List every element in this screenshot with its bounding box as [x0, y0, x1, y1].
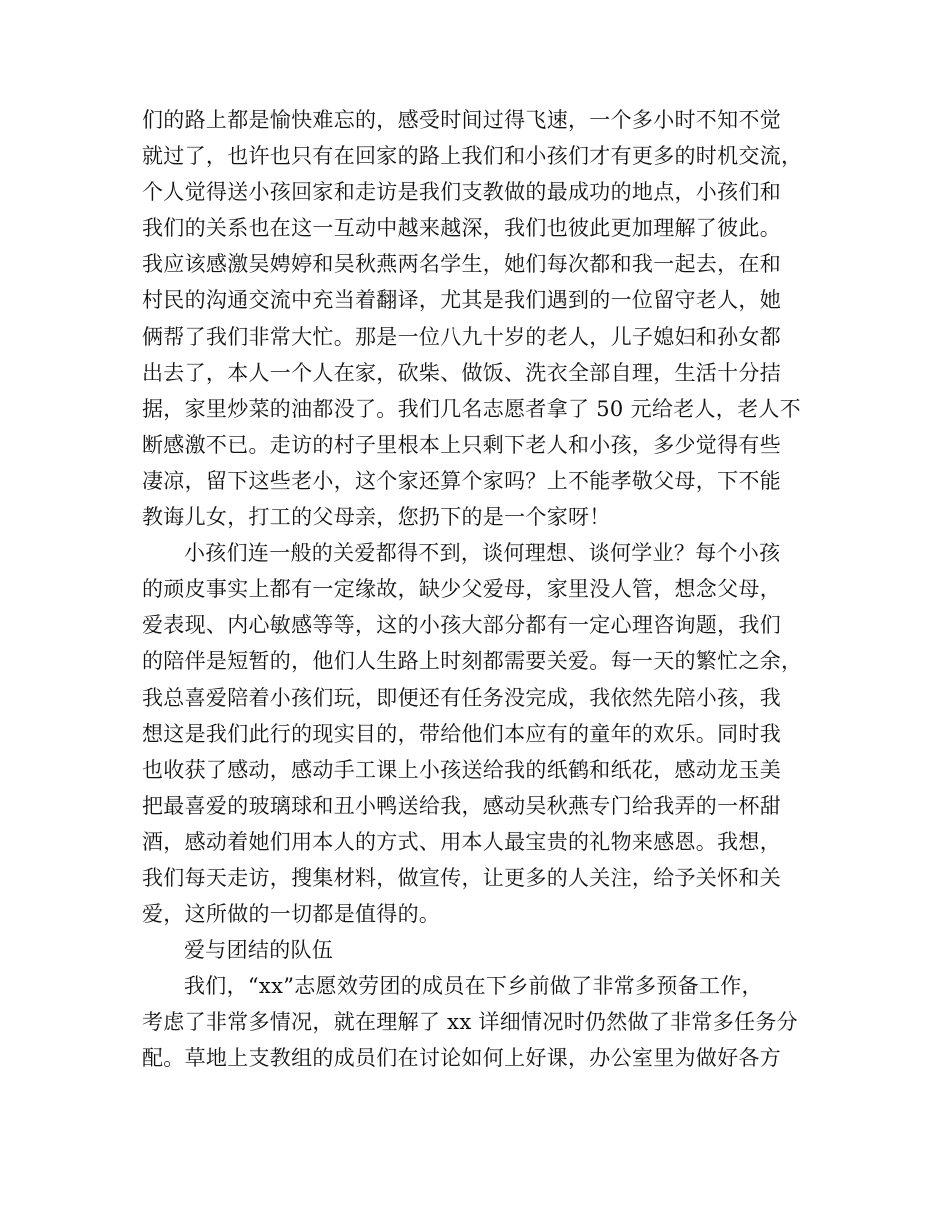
- text-line: 出去了，本人一个人在家，砍柴、做饭、洗衣全部自理，生活十分拮: [142, 360, 781, 385]
- text-line: 的陪伴是短暂的，他们人生路上时刻都需要关爱。每一天的繁忙之余，: [142, 649, 803, 674]
- section-heading: 爱与团结的队伍: [184, 938, 334, 963]
- text-line: 爱，这所做的一切都是值得的。: [142, 902, 441, 927]
- text-line: 考虑了非常多情况，就在理解了 xx 详细情况时仍然做了非常多任务分: [142, 1010, 798, 1035]
- paragraph-start-line: 小孩们连一般的关爱都得不到，谈何理想、谈何学业？每个小孩: [184, 541, 781, 566]
- text-line: 凄凉，留下这些老小，这个家还算个家吗？上不能孝敬父母，下不能: [142, 468, 781, 493]
- text-line: 个人觉得送小孩回家和走访是我们支教做的最成功的地点，小孩们和: [142, 180, 781, 205]
- text-line: 据，家里炒菜的油都没了。我们几名志愿者拿了 50 元给老人，老人不: [142, 396, 801, 421]
- text-line: 爱表现、内心敏感等等，这的小孩大部分都有一定心理咨询题，我们: [142, 613, 781, 638]
- text-line: 把最喜爱的玻璃球和丑小鸭送给我，感动吴秋燕专门给我弄的一杯甜: [142, 793, 781, 818]
- text-line: 的顽皮事实上都有一定缘故，缺少父爱母，家里没人管，想念父母，: [142, 577, 781, 602]
- text-line: 我们的关系也在这一互动中越来越深，我们也彼此更加理解了彼此。: [142, 216, 781, 241]
- text-line: 想这是我们此行的现实目的，带给他们本应有的童年的欢乐。同时我: [142, 721, 781, 746]
- text-line: 也收获了感动，感动手工课上小孩送给我的纸鹤和纸花，感动龙玉美: [142, 757, 781, 782]
- text-line: 我们每天走访，搜集材料，做宣传，让更多的人关注，给予关怀和关: [142, 865, 781, 890]
- text-line: 俩帮了我们非常大忙。那是一位八九十岁的老人，儿子媳妇和孙女都: [142, 324, 781, 349]
- text-line: 配。草地上支教组的成员们在讨论如何上好课，办公室里为做好各方: [142, 1046, 781, 1071]
- text-line: 教诲儿女，打工的父母亲，您扔下的是一个家呀！: [142, 505, 611, 530]
- text-line: 我总喜爱陪着小孩们玩，即便还有任务没完成，我依然先陪小孩，我: [142, 685, 781, 710]
- text-line: 断感激不已。走访的村子里根本上只剩下老人和小孩，多少觉得有些: [142, 432, 781, 457]
- paragraph-start-line: 我们，“xx”志愿效劳团的成员在下乡前做了非常多预备工作，: [184, 974, 763, 999]
- text-line: 们的路上都是愉快难忘的，感受时间过得飞速，一个多小时不知不觉: [142, 108, 781, 132]
- text-line: 我应该感激吴娉婷和吴秋燕两名学生，她们每次都和我一起去，在和: [142, 252, 781, 277]
- text-line: 酒，感动着她们用本人的方式、用本人最宝贵的礼物来感恩。我想，: [142, 829, 781, 854]
- document-body: [142, 102, 826, 1077]
- text-line: 就过了，也许也只有在回家的路上我们和小孩们才有更多的时机交流，: [142, 144, 803, 169]
- text-line: 村民的沟通交流中充当着翻译，尤其是我们遇到的一位留守老人，她: [142, 288, 781, 313]
